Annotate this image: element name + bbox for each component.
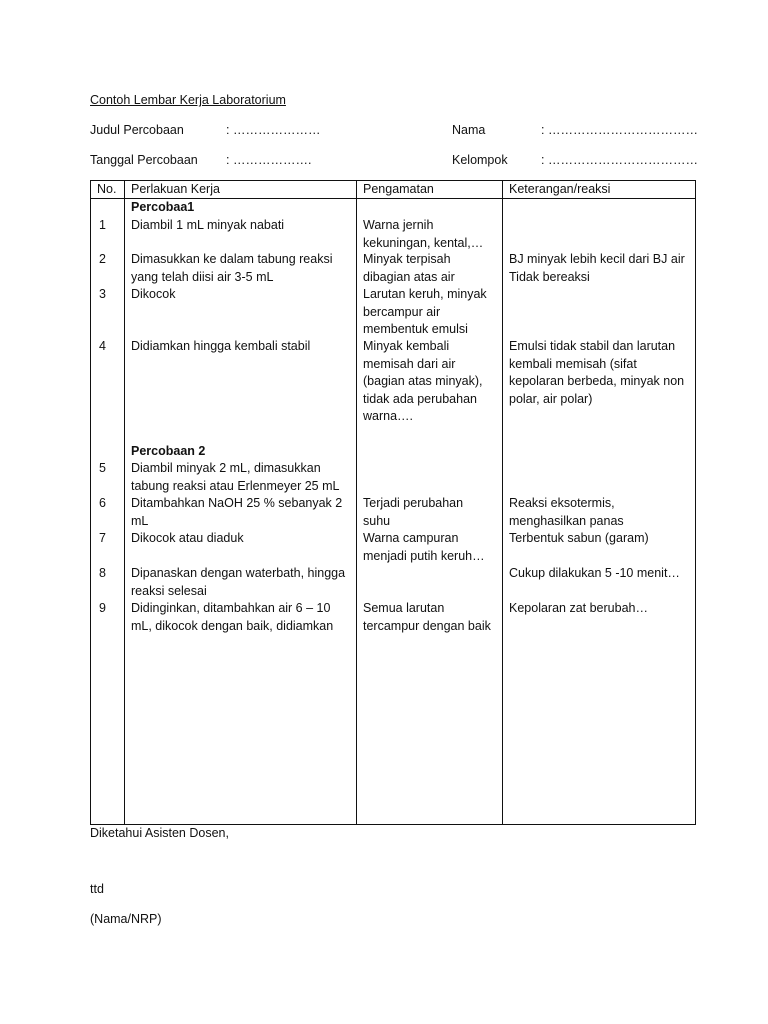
perlakuan-text: Dipanaskan dengan waterbath, hingga <box>131 566 346 580</box>
keterangan-text: menghasilkan panas <box>509 513 624 528</box>
pengamatan-text: Warna campuran <box>363 531 459 545</box>
pengamatan-text: menjadi putih keruh… <box>363 548 485 563</box>
row-number: 9 <box>99 601 106 615</box>
perlakuan-text: Dikocok atau diaduk <box>131 531 244 545</box>
nama-value: : ……………………………… <box>541 123 698 137</box>
signature-text: ttd <box>90 882 104 896</box>
pengamatan-text: Larutan keruh, minyak <box>363 287 487 301</box>
perlakuan-text: Percobaan 2 <box>131 444 206 458</box>
perlakuan-text: reaksi selesai <box>131 583 207 598</box>
header-no: No. <box>97 182 117 196</box>
pengamatan-text: suhu <box>363 513 391 528</box>
row-number: 8 <box>99 566 106 580</box>
pengamatan-text: memisah dari air <box>363 356 456 371</box>
row-number: 3 <box>99 287 106 301</box>
keterangan-text: kepolaran berbeda, minyak non <box>509 374 685 388</box>
keterangan-text: polar, air polar) <box>509 391 593 406</box>
keterangan-text: Cukup dilakukan 5 -10 menit… <box>509 566 680 580</box>
keterangan-text: Reaksi eksotermis, <box>509 496 615 510</box>
perlakuan-text: Ditambahkan NaOH 25 % sebanyak 2 <box>131 496 343 510</box>
perlakuan-text: Dimasukkan ke dalam tabung reaksi <box>131 252 333 266</box>
perlakuan-text: mL <box>131 513 149 528</box>
perlakuan-text: Diambil 1 mL minyak nabati <box>131 218 285 232</box>
perlakuan-text: Diambil minyak 2 mL, dimasukkan <box>131 461 321 475</box>
known-by-label: Diketahui Asisten Dosen, <box>90 826 229 840</box>
pengamatan-text: tercampur dengan baik <box>363 618 491 633</box>
keterangan-text: Kepolaran zat berubah… <box>509 601 648 615</box>
pengamatan-text: dibagian atas air <box>363 269 455 284</box>
perlakuan-text: Didinginkan, ditambahkan air 6 – 10 <box>131 601 331 615</box>
tanggal-value: : ………………. <box>226 153 312 167</box>
keterangan-text: Emulsi tidak stabil dan larutan <box>509 339 676 353</box>
row-number: 4 <box>99 339 106 353</box>
pengamatan-text: Minyak kembali <box>363 339 450 353</box>
lab-worksheet-table <box>90 180 696 825</box>
pengamatan-text: Terjadi perubahan <box>363 496 464 510</box>
kelompok-label: Kelompok <box>452 153 508 167</box>
judul-label: Judul Percobaan <box>90 123 184 137</box>
perlakuan-text: Dikocok <box>131 287 176 301</box>
header-keterangan: Keterangan/reaksi <box>509 182 611 196</box>
row-number: 1 <box>99 218 106 232</box>
perlakuan-text: yang telah diisi air 3-5 mL <box>131 269 274 284</box>
pengamatan-text: tidak ada perubahan <box>363 391 477 406</box>
pengamatan-text: Warna jernih <box>363 218 434 232</box>
column-divider <box>356 181 357 824</box>
column-divider <box>124 181 125 824</box>
header-pengamatan: Pengamatan <box>363 182 434 196</box>
perlakuan-text: tabung reaksi atau Erlenmeyer 25 mL <box>131 478 340 493</box>
keterangan-text: Terbentuk sabun (garam) <box>509 531 649 545</box>
row-number: 5 <box>99 461 106 475</box>
header-perlakuan: Perlakuan Kerja <box>131 182 220 196</box>
perlakuan-text: Percobaa1 <box>131 200 195 214</box>
keterangan-text: BJ minyak lebih kecil dari BJ air <box>509 252 685 266</box>
pengamatan-text: Minyak terpisah <box>363 252 451 266</box>
keterangan-text: Tidak bereaksi <box>509 269 590 284</box>
pengamatan-text: membentuk emulsi <box>363 322 468 336</box>
name-nrp-placeholder: (Nama/NRP) <box>90 912 162 926</box>
keterangan-text: kembali memisah (sifat <box>509 356 637 371</box>
row-number: 6 <box>99 496 106 510</box>
document-title: Contoh Lembar Kerja Laboratorium <box>90 93 286 107</box>
pengamatan-text: (bagian atas minyak), <box>363 374 483 388</box>
tanggal-label: Tanggal Percobaan <box>90 153 198 167</box>
pengamatan-text: Semua larutan <box>363 601 445 615</box>
row-number: 7 <box>99 531 106 545</box>
row-number: 2 <box>99 252 106 266</box>
perlakuan-text: mL, dikocok dengan baik, didiamkan <box>131 618 334 633</box>
pengamatan-text: kekuningan, kental,… <box>363 235 484 250</box>
pengamatan-text: bercampur air <box>363 304 441 319</box>
perlakuan-text: Didiamkan hingga kembali stabil <box>131 339 311 353</box>
pengamatan-text: warna…. <box>363 409 414 423</box>
judul-value: : ………………… <box>226 123 321 137</box>
nama-label: Nama <box>452 123 486 137</box>
kelompok-value: : ……………………………… <box>541 153 698 167</box>
column-divider <box>502 181 503 824</box>
